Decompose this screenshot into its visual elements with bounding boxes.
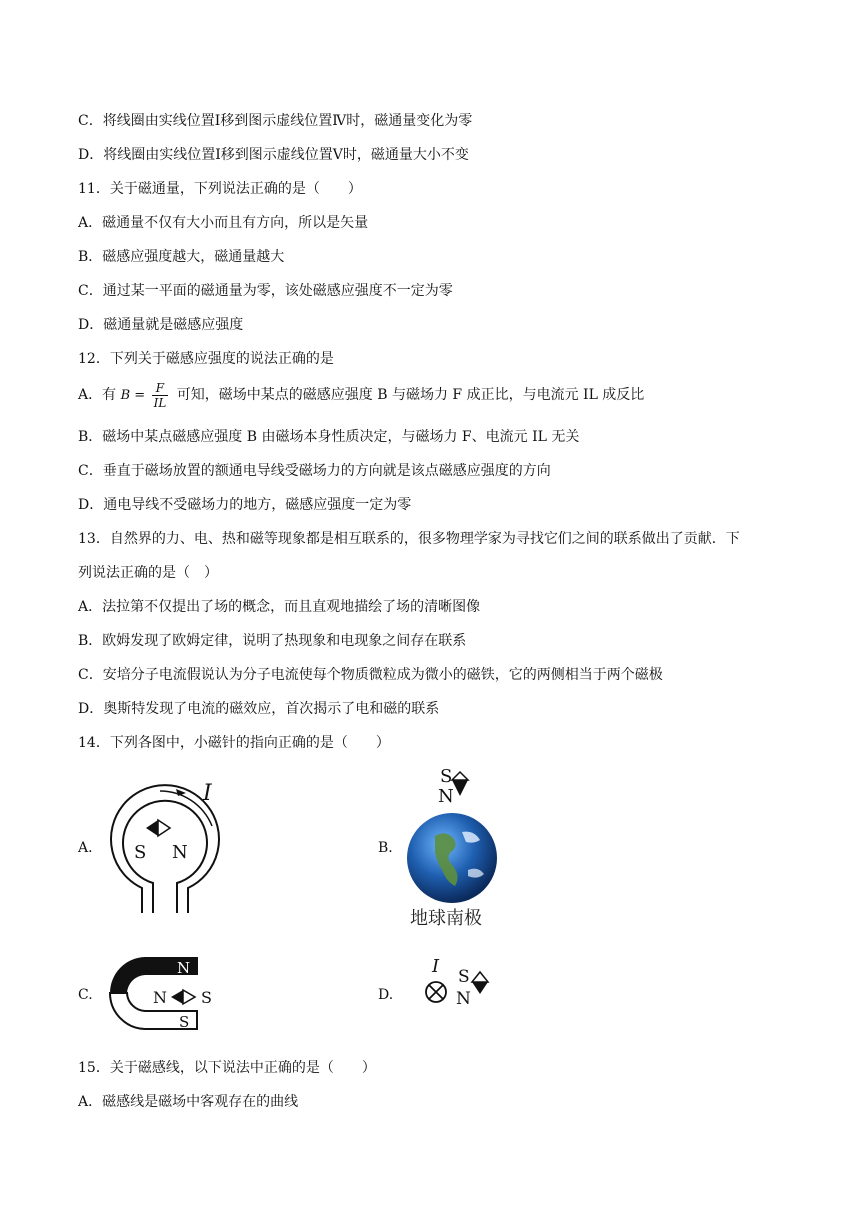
q12-option-d: D．通电导线不受磁场力的地方，磁感应强度一定为零 [78,497,412,513]
q14-option-b-label: B. [378,840,393,856]
horseshoe-magnet-figure [105,953,225,1038]
q14-stem: 14．下列各图中，小磁针的指向正确的是（ ） [78,735,390,751]
current-loop-figure [100,780,230,920]
current-label: I [203,781,212,806]
formula-numerator: F [152,381,169,396]
q14-option-c-label: C. [78,987,93,1003]
needle-light-half [472,972,488,982]
q13-stem-line1: 13．自然界的力、电、热和磁等现象都是相互联系的，很多物理学家为寻找它们之间的联系做出了贡献．下 [78,531,740,547]
q11-option-c: C．通过某一平面的磁通量为零，该处磁感应强度不一定为零 [78,283,453,299]
formula-denominator: IL [153,395,167,410]
needle-light-half [183,990,195,1004]
current-label: I [432,956,440,977]
needle-n-label: N [153,988,167,1007]
needle-dark-half [146,820,158,836]
q12-option-c: C．垂直于磁场放置的额通电导线受磁场力的方向就是该点磁感应强度的方向 [78,463,551,479]
q14-option-a-label: A. [78,840,93,856]
q14-option-d-label: D. [378,987,394,1003]
needle-dark-half [452,780,468,796]
q12-stem: 12．下列关于磁感应强度的说法正确的是 [78,351,334,367]
earth-globe-icon [407,813,497,903]
needle-n-label: N [438,786,454,807]
formula-fraction [152,381,169,410]
needle-dark-half [472,982,488,994]
needle-s-label: S [440,766,453,787]
q10-option-d: D．将线圈由实线位置Ⅰ移到图示虚线位置Ⅴ时，磁通量大小不变 [78,147,469,163]
wire-into-page-figure [418,952,498,1012]
q11-option-a: A．磁通量不仅有大小而且有方向，所以是矢量 [78,215,369,231]
q11-option-d: D．磁通量就是磁感应强度 [78,317,244,333]
formula-lhs: B = [120,388,146,403]
q12-a-prefix: A．有 [78,387,117,403]
needle-s-label: S [458,967,470,987]
q12-option-b: B．磁场中某点磁感应强度 B 由磁场本身性质决定，与磁场力 F、电流元 IL 无关 [78,429,580,445]
magnet-s-label: S [179,1013,190,1031]
earth-caption: 地球南极 [410,908,482,929]
needle-n-label: N [172,842,188,863]
needle-n-label: N [456,989,471,1009]
q13-option-a: A．法拉第不仅提出了场的概念，而且直观地描绘了场的清晰图像 [78,599,481,615]
needle-light-half [452,772,468,780]
q11-option-b: B．磁感应强度越大，磁通量越大 [78,249,285,265]
q10-option-c: C．将线圈由实线位置Ⅰ移到图示虚线位置Ⅳ时，磁通量变化为零 [78,113,473,129]
q13-option-d: D．奥斯特发现了电流的磁效应，首次揭示了电和磁的联系 [78,701,440,717]
needle-s-label: S [201,988,212,1007]
q13-option-b: B．欧姆发现了欧姆定律，说明了热现象和电现象之间存在联系 [78,633,467,649]
needle-dark-half [171,990,183,1004]
earth-figure [400,762,510,932]
q12-a-suffix: 可知，磁场中某点的磁感应强度 B 与磁场力 F 成正比，与电流元 IL 成反比 [176,387,645,403]
q11-stem: 11．关于磁通量，下列说法正确的是（ ） [78,181,362,197]
q15-stem: 15．关于磁感线，以下说法中正确的是（ ） [78,1060,376,1076]
needle-light-half [158,820,170,836]
q15-option-a: A．磁感线是磁场中客观存在的曲线 [78,1094,299,1110]
q12-option-a [78,380,644,411]
needle-s-label: S [134,842,147,863]
q13-option-c: C．安培分子电流假说认为分子电流使每个物质微粒成为微小的磁铁，它的两侧相当于两个磁极 [78,667,663,683]
magnet-n-label: N [177,959,191,977]
q13-stem-line2: 列说法正确的是（ ） [78,565,218,581]
